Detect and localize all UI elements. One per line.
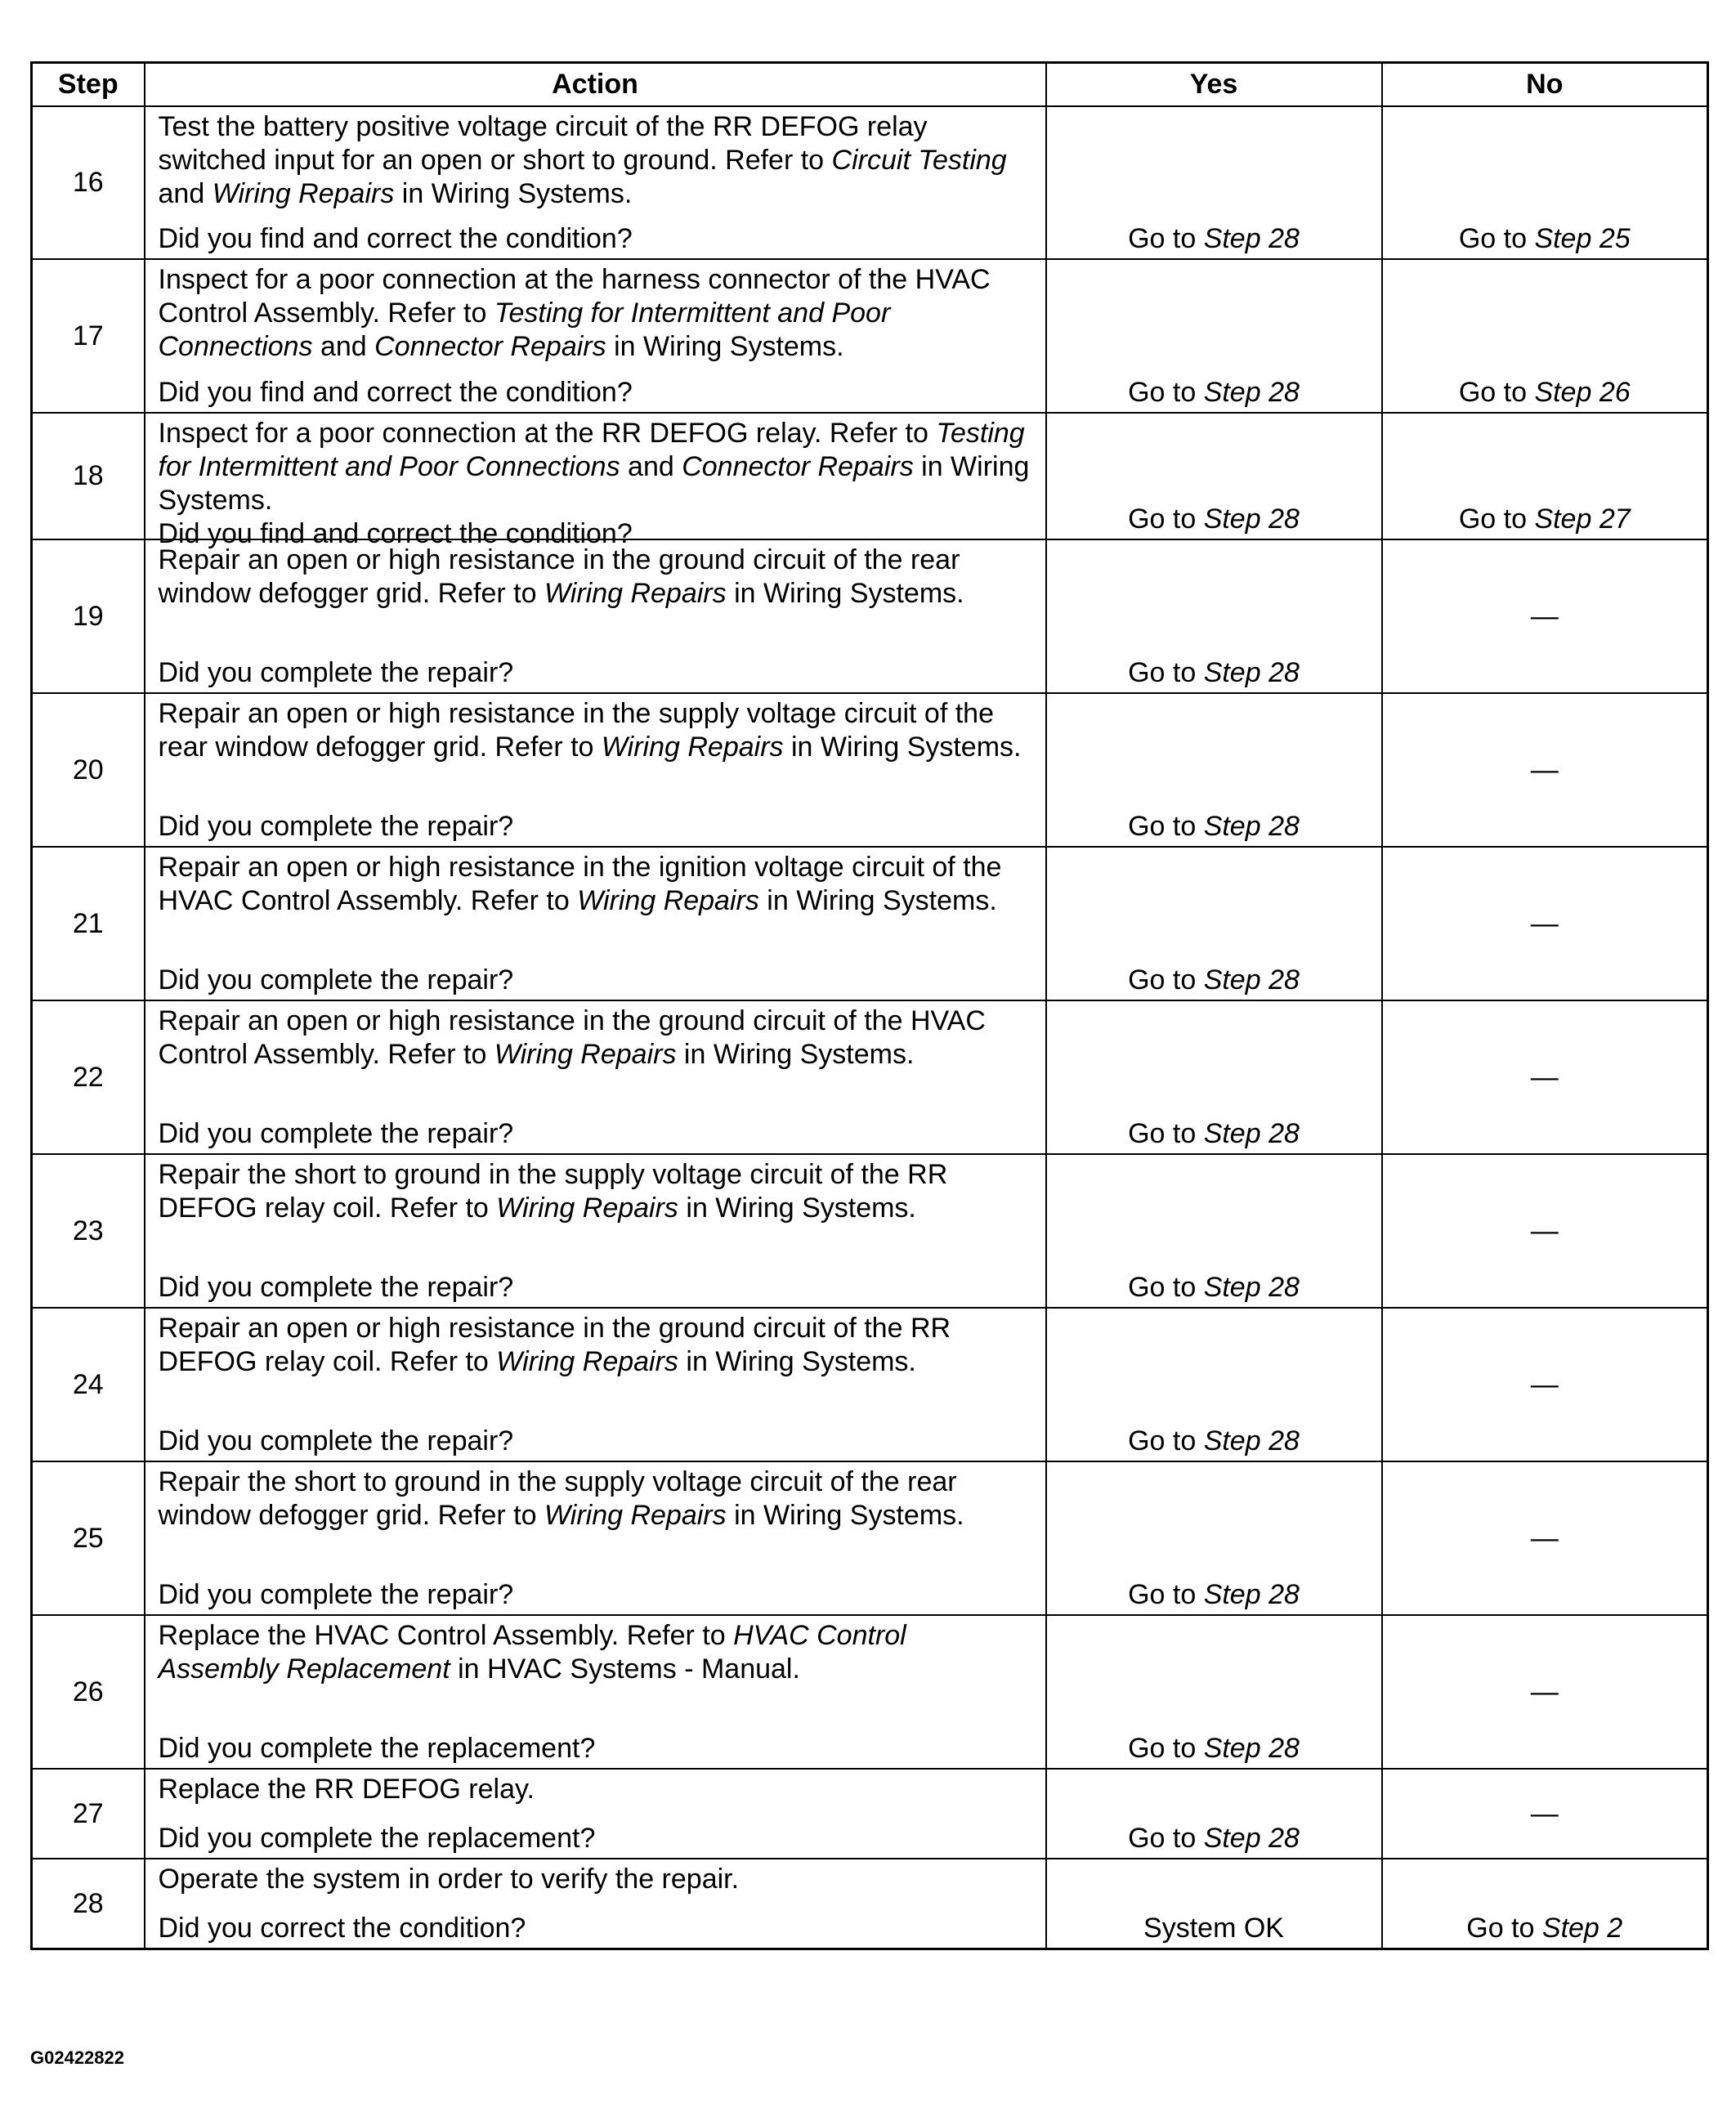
reference-text: Step 28 <box>1203 503 1300 535</box>
reference-text: Connector Repairs <box>682 451 914 482</box>
table-row <box>32 413 1708 539</box>
text-run: in Wiring Systems. <box>394 178 633 209</box>
reference-text: Wiring Repairs <box>601 732 784 763</box>
no-result <box>1382 1461 1708 1615</box>
text-run: — <box>1530 1215 1559 1246</box>
table-body <box>32 106 1708 1949</box>
reference-text: Step 28 <box>1203 1425 1300 1457</box>
no-result <box>1382 1000 1708 1154</box>
action-text <box>159 1619 1032 1686</box>
table-row <box>32 1000 1708 1154</box>
no-result <box>1382 693 1708 847</box>
text-run: in Wiring Systems. <box>758 885 997 916</box>
table-row <box>32 693 1708 847</box>
yes-result <box>1046 1154 1382 1308</box>
text-run: Replace the RR DEFOG relay. <box>158 1774 535 1805</box>
header-yes: Yes <box>1046 63 1382 107</box>
header-no: No <box>1382 63 1708 107</box>
text-run: — <box>1530 1676 1559 1707</box>
table-row <box>32 106 1708 259</box>
reference-text: Wiring Repairs <box>496 1193 678 1224</box>
table-row <box>32 539 1708 693</box>
yes-result <box>1046 847 1382 1000</box>
text-run: Go to <box>1128 377 1204 408</box>
text-run: Repair an open or high resistance in the ground circuit of the RR DEFOG relay coil. Refer to <box>158 1313 951 1377</box>
action-cell <box>145 1308 1046 1461</box>
text-run: — <box>1530 907 1559 939</box>
action-text <box>159 1863 1032 1896</box>
table-row <box>32 847 1708 1000</box>
text-run: in Wiring Systems. <box>678 1193 916 1224</box>
text-run: — <box>1530 1061 1559 1093</box>
action-cell <box>145 413 1046 549</box>
action-question: Did you complete the replacement? <box>158 1823 596 1854</box>
header-action: Action <box>145 63 1046 107</box>
reference-text: Step 28 <box>1203 223 1300 254</box>
action-question: Did you find and correct the condition? <box>158 518 633 549</box>
table-row <box>32 1308 1708 1461</box>
step-number: 22 <box>32 1000 145 1154</box>
reference-text: Step 27 <box>1534 503 1631 535</box>
no-result <box>1382 1769 1708 1859</box>
step-number: 25 <box>32 1461 145 1615</box>
action-question: Did you complete the repair? <box>158 657 514 688</box>
reference-text: Step 28 <box>1203 657 1300 688</box>
action-question: Did you complete the repair? <box>158 811 514 842</box>
action-question: Did you complete the repair? <box>158 1118 514 1149</box>
reference-text: Step 28 <box>1203 964 1300 996</box>
header-row <box>32 63 1708 107</box>
action-text <box>159 1005 1032 1072</box>
action-question: Did you find and correct the condition? <box>158 377 633 408</box>
text-run: Go to <box>1128 811 1204 842</box>
step-number: 23 <box>32 1154 145 1308</box>
text-run: Repair the short to ground in the supply voltage circuit of the RR DEFOG relay coil. Refer to <box>158 1159 948 1224</box>
reference-text: Step 26 <box>1534 377 1631 408</box>
text-run: in Wiring Systems. <box>158 451 1030 516</box>
reference-text: Step 28 <box>1203 811 1300 842</box>
text-run: — <box>1530 754 1559 785</box>
text-run: Operate the system in order to verify the repair. <box>158 1864 740 1895</box>
reference-text: Wiring Repairs <box>496 1346 678 1377</box>
table-row <box>32 1154 1708 1308</box>
reference-text: Wiring Repairs <box>494 1039 677 1070</box>
text-run: Go to <box>1128 1823 1204 1854</box>
text-run: Replace the HVAC Control Assembly. Refer to <box>158 1620 734 1651</box>
text-run: Go to <box>1128 1425 1204 1457</box>
text-run: Go to <box>1128 1733 1204 1764</box>
text-run: Repair an open or high resistance in the supply voltage circuit of the rear window defogger grid. Refer to <box>158 698 994 763</box>
step-number: 26 <box>32 1615 145 1769</box>
text-run: Go to <box>1458 223 1535 254</box>
text-run: — <box>1530 1797 1559 1829</box>
no-result <box>1382 1154 1708 1308</box>
no-result <box>1382 1308 1708 1461</box>
no-result <box>1382 259 1708 413</box>
text-run: Go to <box>1128 1272 1204 1303</box>
yes-result <box>1046 1615 1382 1769</box>
reference-text: Wiring Repairs <box>544 578 727 609</box>
reference-text: Testing for Intermittent and Poor Connections <box>158 418 1025 482</box>
reference-text: HVAC Control Assembly Replacement <box>158 1620 906 1685</box>
text-run: and <box>158 178 213 209</box>
action-cell <box>145 1461 1046 1615</box>
action-cell <box>145 539 1046 693</box>
yes-result <box>1046 1000 1382 1154</box>
step-number: 21 <box>32 847 145 1000</box>
yes-result <box>1046 413 1382 539</box>
reference-text: Step 28 <box>1203 1579 1300 1610</box>
reference-text: Step 28 <box>1203 1272 1300 1303</box>
text-run: in Wiring Systems. <box>783 732 1022 763</box>
text-run: Go to <box>1128 1579 1204 1610</box>
text-run: Go to <box>1128 223 1204 254</box>
table-row <box>32 1461 1708 1615</box>
text-run: — <box>1530 600 1559 632</box>
no-result <box>1382 539 1708 693</box>
text-run: Go to <box>1458 377 1535 408</box>
action-text <box>159 697 1032 764</box>
yes-result <box>1046 106 1382 259</box>
text-run: Go to <box>1128 657 1204 688</box>
yes-result <box>1046 1859 1382 1949</box>
text-run: and <box>312 331 375 362</box>
no-result <box>1382 1859 1708 1949</box>
text-run: System OK <box>1143 1913 1284 1944</box>
text-run: in HVAC Systems - Manual. <box>450 1653 800 1685</box>
step-number: 20 <box>32 693 145 847</box>
text-run: — <box>1530 1522 1559 1554</box>
table-row <box>32 1615 1708 1769</box>
text-run: in Wiring Systems. <box>726 1500 964 1531</box>
text-run: Repair the short to ground in the supply voltage circuit of the rear window defogger grid. Refer to <box>158 1466 957 1531</box>
reference-text: Step 28 <box>1203 1118 1300 1149</box>
step-number: 17 <box>32 259 145 413</box>
text-run: in Wiring Systems. <box>678 1346 916 1377</box>
step-number: 19 <box>32 539 145 693</box>
yes-result <box>1046 693 1382 847</box>
action-cell <box>145 847 1046 1000</box>
reference-text: Step 28 <box>1203 377 1300 408</box>
yes-result <box>1046 1461 1382 1615</box>
text-run: Inspect for a poor connection at the harness connector of the HVAC Control Assembly. Refer to <box>158 264 991 329</box>
action-question: Did you complete the repair? <box>158 1425 514 1457</box>
diagnostic-table <box>30 61 1709 1950</box>
header-step: Step <box>32 63 145 107</box>
text-run: Go to <box>1128 1118 1204 1149</box>
reference-text: Circuit Testing <box>831 145 1007 176</box>
action-cell <box>145 106 1046 259</box>
action-question: Did you complete the replacement? <box>158 1733 596 1764</box>
text-run: Go to <box>1128 964 1204 996</box>
yes-result <box>1046 259 1382 413</box>
no-result <box>1382 847 1708 1000</box>
no-result <box>1382 413 1708 539</box>
action-text <box>159 1773 1032 1806</box>
text-run: Repair an open or high resistance in the ignition voltage circuit of the HVAC Control Assembly. Refer to <box>158 852 1002 916</box>
action-text <box>159 544 1032 611</box>
reference-text: Wiring Repairs <box>577 885 759 916</box>
action-cell <box>145 1859 1046 1949</box>
action-cell <box>145 1615 1046 1769</box>
reference-text: Wiring Repairs <box>544 1500 727 1531</box>
action-text <box>159 1465 1032 1533</box>
action-text <box>159 110 1032 211</box>
table-row <box>32 1859 1708 1949</box>
reference-text: Testing for Intermittent and Poor Connections <box>158 298 891 362</box>
table-row <box>32 259 1708 413</box>
reference-text: Step 28 <box>1203 1823 1300 1854</box>
table-row <box>32 1769 1708 1859</box>
text-run: Repair an open or high resistance in the ground circuit of the rear window defogger grid. Refer to <box>158 544 960 609</box>
text-run: Go to <box>1466 1913 1542 1944</box>
reference-text: Step 25 <box>1534 223 1631 254</box>
action-cell <box>145 1000 1046 1154</box>
text-run: in Wiring Systems. <box>676 1039 915 1070</box>
no-result <box>1382 106 1708 259</box>
text-run: Go to <box>1458 503 1535 535</box>
action-question: Did you find and correct the condition? <box>158 223 633 254</box>
action-question: Did you complete the repair? <box>158 1272 514 1303</box>
action-cell <box>145 1154 1046 1308</box>
action-cell <box>145 693 1046 847</box>
action-question: Did you correct the condition? <box>158 1913 526 1944</box>
step-number: 16 <box>32 106 145 259</box>
action-text <box>159 1158 1032 1225</box>
action-question: Did you complete the repair? <box>158 1579 514 1610</box>
reference-text: Wiring Repairs <box>212 178 395 209</box>
text-run: Repair an open or high resistance in the ground circuit of the HVAC Control Assembly. Refer to <box>158 1005 986 1070</box>
text-run: in Wiring Systems. <box>606 331 844 362</box>
action-text <box>159 263 1032 364</box>
action-text <box>159 417 1032 517</box>
text-run: — <box>1530 1368 1559 1400</box>
yes-result <box>1046 539 1382 693</box>
text-run: Go to <box>1128 503 1204 535</box>
step-number: 24 <box>32 1308 145 1461</box>
reference-text: Step 2 <box>1541 1913 1623 1944</box>
action-cell <box>145 1769 1046 1859</box>
yes-result <box>1046 1308 1382 1461</box>
action-question: Did you complete the repair? <box>158 964 514 996</box>
no-result <box>1382 1615 1708 1769</box>
text-run: Inspect for a poor connection at the RR DEFOG relay. Refer to <box>158 418 937 449</box>
figure-id: G02422822 <box>30 2047 124 2068</box>
reference-text: Step 28 <box>1203 1733 1300 1764</box>
text-run: and <box>620 451 682 482</box>
action-text <box>159 851 1032 918</box>
text-run: in Wiring Systems. <box>726 578 964 609</box>
step-number: 27 <box>32 1769 145 1859</box>
step-number: 18 <box>32 413 145 539</box>
action-text <box>159 1312 1032 1379</box>
text-run: Test the battery positive voltage circuit of the RR DEFOG relay switched input for an open or short to ground. Refer to <box>158 111 928 176</box>
yes-result <box>1046 1769 1382 1859</box>
reference-text: Connector Repairs <box>374 331 606 362</box>
action-cell <box>145 259 1046 413</box>
step-number: 28 <box>32 1859 145 1949</box>
